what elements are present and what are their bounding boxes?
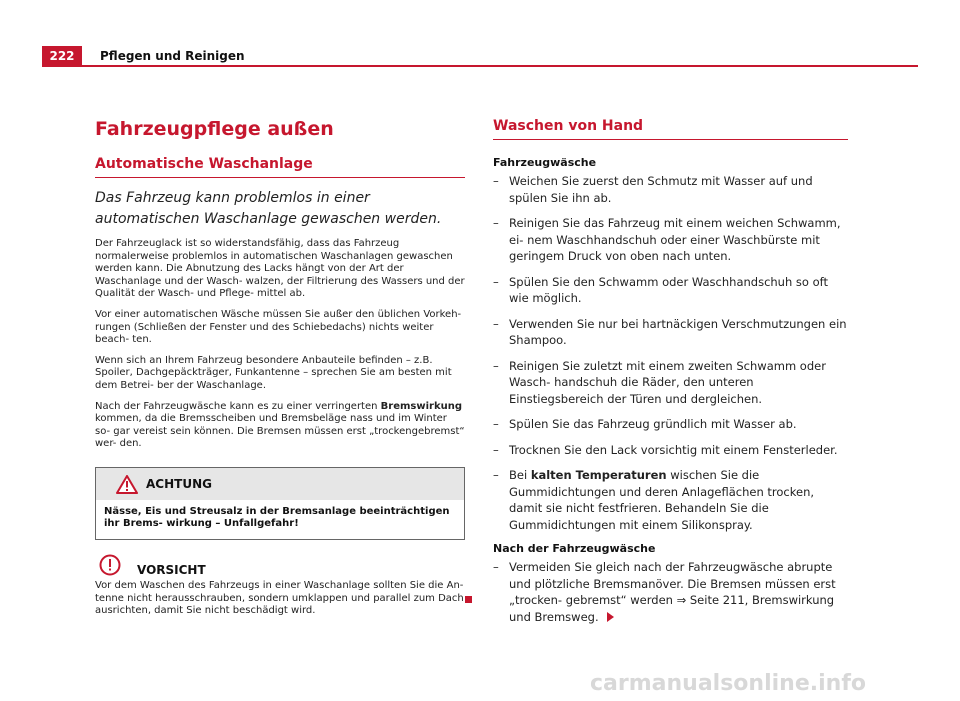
section-end-marker [465,596,472,603]
wash-steps-list [493,173,848,533]
list-item-bold: kalten Temperaturen [530,468,667,482]
chapter-title: Pflegen und Reinigen [100,49,245,63]
intro-text: Das Fahrzeug kann problemlos in einer automatischen Waschanlage gewaschen werden. [95,190,442,227]
caution-icon [99,554,121,580]
list-item: – Spülen Sie den Schwamm oder Waschhandschuh so oft wie möglich. [493,274,848,307]
left-column [95,110,465,618]
list-item: – Verwenden Sie nur bei hartnäckigen Verschmutzungen ein Shampoo. [493,316,848,349]
section-heading: Automatische Waschanlage [95,156,465,178]
warning-box [95,467,465,540]
paragraph-4 [95,401,465,451]
paragraph-1: Der Fahrzeuglack ist so widerstandsfähig, dass das Fahrzeug normalerweise problemlos in automatischen Waschanlagen gewaschen werden kann. Die Abnutzung des Lacks hängt von der Art der Waschanlage und der Wasch- walzen, der Filtrierung des Wassers und der Qualität der Wasch- und Pflege- mittel ab. [95,238,465,300]
subheading-car-wash: Fahrzeugwäsche [493,156,597,169]
page-heading: Fahrzeugpflege außen [95,118,334,140]
caution-title: VORSICHT [137,562,206,577]
subheading-after-wash: Nach der Fahrzeugwäsche [493,542,656,555]
paragraph-4-bold: Bremswirkung [380,400,463,412]
caution-text: Vor dem Waschen des Fahrzeugs in einer Waschanlage sollten Sie die An- tenne nicht herausschrauben, sondern umklappen und parallel zum Dach ausrichten, damit Sie nicht beschädigt wird. [95,579,464,617]
continue-arrow-icon [607,612,614,622]
list-item: – Reinigen Sie das Fahrzeug mit einem weichen Schwamm, ei- nem Waschhandschuh oder einer Waschbürste mit geringem Druck von oben nach unten. [493,215,848,265]
paragraph-4-text: Nach der Fahrzeugwäsche kann es zu einer verringerten [95,400,381,412]
caution-block [95,554,465,618]
warning-text: Nässe, Eis und Streusalz in der Bremsanlage beeinträchtigen ihr Brems- wirkung – Unfallgefahr! [104,505,450,530]
page-number: 222 [42,46,82,66]
list-item: – Reinigen Sie zuletzt mit einem zweiten Schwamm oder Wasch- handschuh die Räder, den unteren Einstiegsbereich der Türen und dergleichen. [493,358,848,408]
paragraph-4-rest: kommen, da die Bremsscheiben und Bremsbeläge nass und im Winter so- gar vereist sein können. Die Bremsen müssen erst „trockengebremst“ wer- den. [95,413,465,450]
list-item-text: Vermeiden Sie gleich nach der Fahrzeugwäsche abrupte und plötzliche Bremsmanöver. Die Bremsen müssen erst „trocken- gebremst“ werden ⇒ Seite 211, Bremswirkung und Bremsweg. [509,560,836,624]
header-rule [42,65,918,67]
list-item-text: Bei [509,468,531,482]
paragraph-3: Wenn sich an Ihrem Fahrzeug besondere Anbauteile befinden – z.B. Spoiler, Dachgepäckträger, Funkantenne – sprechen Sie am besten mit dem Betrei- ber der Waschanlage. [95,354,452,391]
list-item-rest: wischen Sie die Gummidichtungen und deren Anlageflächen trocken, damit sie nicht festfrieren. Behandeln Sie die Gummidichtungen mit einem Silikonspray. [509,468,815,532]
list-item: – Spülen Sie das Fahrzeug gründlich mit Wasser ab. [493,416,848,433]
warning-title: ACHTUNG [146,476,212,491]
warning-triangle-icon [116,475,138,498]
after-wash-list [493,559,848,625]
watermark: carmanualsonline.info [590,671,866,696]
warning-header [96,468,464,500]
right-column [493,110,848,634]
list-item [493,559,848,625]
list-item: – Weichen Sie zuerst den Schmutz mit Wasser auf und spülen Sie ihn ab. [493,173,848,206]
list-item: – Trocknen Sie den Lack vorsichtig mit einem Fensterleder. [493,442,848,459]
paragraph-2: Vor einer automatischen Wäsche müssen Sie außer den üblichen Vorkeh- rungen (Schließen der Fenster und des Schiebedachs) nichts weiter beach- ten. [95,308,462,346]
list-item [493,467,848,533]
hand-wash-heading: Waschen von Hand [493,118,848,140]
